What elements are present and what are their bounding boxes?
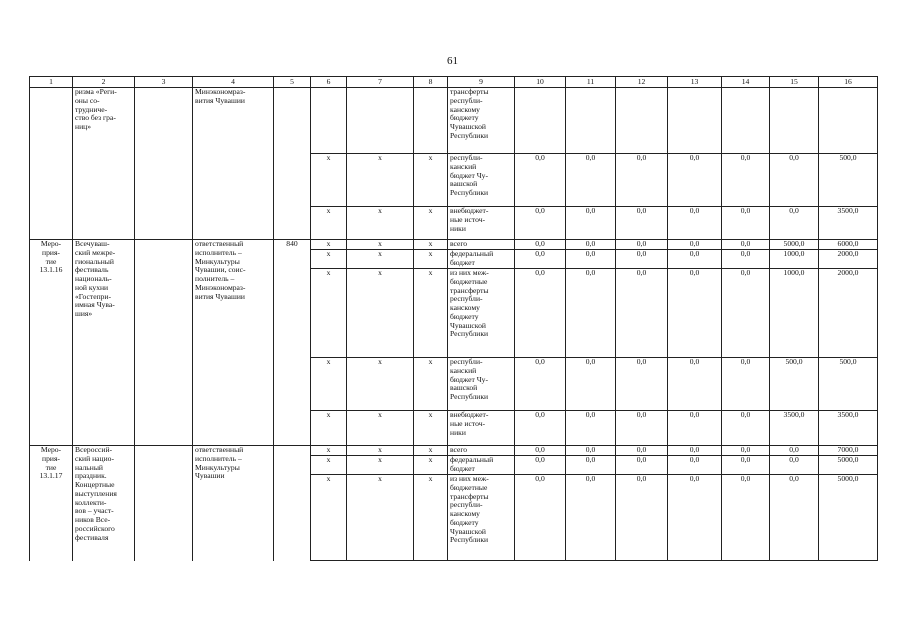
amount-cell: [616, 88, 668, 154]
funding-source-cell: республи- канский бюджет Чу- вашской Республики: [448, 358, 515, 411]
amount-cell: 0,0: [566, 456, 616, 475]
amount-cell: 0,0: [722, 475, 770, 561]
amount-cell: 0,0: [515, 240, 566, 250]
amount-cell: [722, 88, 770, 154]
amount-cell: 0,0: [668, 154, 722, 207]
amount-cell: 0,0: [616, 475, 668, 561]
event-name-cell: ризма «Реги- оны со- трудниче- ство без гра- ниц»: [73, 88, 135, 240]
amount-cell: 0,0: [515, 250, 566, 269]
amount-cell: 0,0: [668, 207, 722, 240]
amount-cell: 0,0: [616, 446, 668, 456]
amount-cell: 0,0: [566, 358, 616, 411]
funding-source-cell: федеральный бюджет: [448, 456, 515, 475]
amount-cell: 0,0: [616, 240, 668, 250]
amount-cell: 0,0: [515, 358, 566, 411]
code-x-cell: х: [347, 456, 414, 475]
amount-cell: 0,0: [566, 411, 616, 446]
amount-cell: 7000,0: [819, 446, 878, 456]
funding-source-cell: федеральный бюджет: [448, 250, 515, 269]
code-x-cell: х: [414, 154, 448, 207]
code-x-cell: х: [347, 240, 414, 250]
column-header: 16: [819, 77, 878, 88]
amount-cell: 0,0: [668, 475, 722, 561]
event-number-cell: Меро- прия- тие 13.1.16: [30, 240, 73, 446]
column-header: 6: [311, 77, 347, 88]
amount-cell: 0,0: [770, 456, 819, 475]
code-x-cell: х: [347, 411, 414, 446]
amount-cell: 5000,0: [770, 240, 819, 250]
code-x-cell: х: [347, 269, 414, 358]
code-x-cell: х: [311, 250, 347, 269]
amount-cell: 500,0: [819, 154, 878, 207]
amount-cell: 0,0: [668, 250, 722, 269]
amount-cell: 0,0: [616, 269, 668, 358]
amount-cell: 5000,0: [819, 475, 878, 561]
funding-source-cell: трансферты республи- канскому бюджету Чувашской Республики: [448, 88, 515, 154]
column-header: 1: [30, 77, 73, 88]
event-name-cell: Всечуваш- ский межре- гиональный фестиваль националь- ной кухни «Гостепри- имная Чува- шия»: [73, 240, 135, 446]
amount-cell: 0,0: [566, 207, 616, 240]
amount-cell: 3500,0: [819, 207, 878, 240]
amount-cell: 0,0: [722, 250, 770, 269]
code-cell: [274, 88, 311, 240]
code-x-cell: х: [311, 456, 347, 475]
column3-cell: [135, 240, 193, 446]
code-x-cell: [311, 88, 347, 154]
amount-cell: 0,0: [722, 269, 770, 358]
amount-cell: 0,0: [668, 456, 722, 475]
column-header: 8: [414, 77, 448, 88]
event-number-cell: [30, 88, 73, 240]
table-row: [30, 240, 878, 250]
amount-cell: [770, 88, 819, 154]
column-header: 10: [515, 77, 566, 88]
column-header: 13: [668, 77, 722, 88]
amount-cell: 1000,0: [770, 250, 819, 269]
amount-cell: 0,0: [515, 411, 566, 446]
column-header: 12: [616, 77, 668, 88]
funding-source-cell: всего: [448, 240, 515, 250]
amount-cell: 0,0: [722, 358, 770, 411]
executor-cell: ответственный исполнитель – Минкультуры Чувашии: [193, 446, 274, 561]
amount-cell: 500,0: [819, 358, 878, 411]
amount-cell: [819, 88, 878, 154]
amount-cell: 0,0: [668, 411, 722, 446]
event-name-cell: Всероссий- ский нацио- нальный праздник. Концертные выступления коллекти- вов – участ- ников Все- российского фестиваля: [73, 446, 135, 561]
amount-cell: 0,0: [515, 475, 566, 561]
column-header: 11: [566, 77, 616, 88]
table-row: [30, 446, 878, 456]
code-x-cell: х: [414, 446, 448, 456]
code-x-cell: х: [414, 269, 448, 358]
column-header: 4: [193, 77, 274, 88]
header-row: [30, 77, 878, 88]
column-header: 14: [722, 77, 770, 88]
column-header: 9: [448, 77, 515, 88]
amount-cell: 0,0: [515, 207, 566, 240]
amount-cell: 5000,0: [819, 456, 878, 475]
amount-cell: [668, 88, 722, 154]
amount-cell: 0,0: [566, 154, 616, 207]
executor-cell: Минэкономраз- вития Чувашии: [193, 88, 274, 240]
amount-cell: 6000,0: [819, 240, 878, 250]
amount-cell: 0,0: [668, 446, 722, 456]
code-x-cell: х: [311, 411, 347, 446]
code-x-cell: х: [414, 475, 448, 561]
code-x-cell: х: [414, 250, 448, 269]
code-x-cell: х: [311, 154, 347, 207]
executor-cell: ответственный исполнитель – Минкультуры Чувашии, соис- полнитель – Минэкономраз- вития Чувашии: [193, 240, 274, 446]
amount-cell: 0,0: [668, 269, 722, 358]
column3-cell: [135, 88, 193, 240]
amount-cell: 2000,0: [819, 269, 878, 358]
amount-cell: 0,0: [770, 154, 819, 207]
column-header: 2: [73, 77, 135, 88]
code-x-cell: х: [347, 475, 414, 561]
amount-cell: 0,0: [722, 154, 770, 207]
amount-cell: 0,0: [515, 269, 566, 358]
funding-source-cell: республи- канский бюджет Чу- вашской Республики: [448, 154, 515, 207]
table-row: [30, 88, 878, 154]
code-x-cell: х: [311, 240, 347, 250]
amount-cell: 0,0: [616, 358, 668, 411]
funding-source-cell: из них меж- бюджетные трансферты республи- канскому бюджету Чувашской Республики: [448, 475, 515, 561]
amount-cell: 0,0: [616, 154, 668, 207]
amount-cell: 0,0: [770, 207, 819, 240]
amount-cell: 1000,0: [770, 269, 819, 358]
code-x-cell: х: [414, 207, 448, 240]
code-x-cell: х: [311, 358, 347, 411]
code-cell: 840: [274, 240, 311, 446]
code-x-cell: х: [311, 269, 347, 358]
code-x-cell: х: [347, 207, 414, 240]
amount-cell: 500,0: [770, 358, 819, 411]
column-header: 15: [770, 77, 819, 88]
amount-cell: 0,0: [566, 475, 616, 561]
code-x-cell: х: [414, 240, 448, 250]
amount-cell: 0,0: [515, 154, 566, 207]
code-cell: [274, 446, 311, 561]
code-x-cell: х: [347, 446, 414, 456]
amount-cell: 0,0: [770, 475, 819, 561]
amount-cell: 0,0: [770, 446, 819, 456]
amount-cell: 0,0: [722, 411, 770, 446]
column-header: 3: [135, 77, 193, 88]
amount-cell: 2000,0: [819, 250, 878, 269]
amount-cell: 0,0: [566, 269, 616, 358]
code-x-cell: х: [414, 358, 448, 411]
amount-cell: 0,0: [668, 358, 722, 411]
amount-cell: 0,0: [722, 446, 770, 456]
funding-source-cell: внебюджет- ные источ- ники: [448, 207, 515, 240]
funding-source-cell: внебюджет- ные источ- ники: [448, 411, 515, 446]
column-header: 5: [274, 77, 311, 88]
amount-cell: 3500,0: [770, 411, 819, 446]
funding-source-cell: всего: [448, 446, 515, 456]
amount-cell: 0,0: [566, 446, 616, 456]
code-x-cell: х: [414, 456, 448, 475]
funding-source-cell: из них меж- бюджетные трансферты республи- канскому бюджету Чувашской Республики: [448, 269, 515, 358]
code-x-cell: [414, 88, 448, 154]
column3-cell: [135, 446, 193, 561]
amount-cell: 0,0: [566, 240, 616, 250]
amount-cell: 0,0: [722, 207, 770, 240]
code-x-cell: х: [311, 207, 347, 240]
code-x-cell: х: [347, 250, 414, 269]
amount-cell: 3500,0: [819, 411, 878, 446]
code-x-cell: х: [311, 475, 347, 561]
amount-cell: 0,0: [515, 456, 566, 475]
amount-cell: 0,0: [616, 411, 668, 446]
amount-cell: 0,0: [722, 240, 770, 250]
amount-cell: 0,0: [515, 446, 566, 456]
code-x-cell: х: [414, 411, 448, 446]
amount-cell: 0,0: [668, 240, 722, 250]
column-header: 7: [347, 77, 414, 88]
amount-cell: 0,0: [616, 250, 668, 269]
amount-cell: [566, 88, 616, 154]
amount-cell: 0,0: [722, 456, 770, 475]
code-x-cell: х: [347, 358, 414, 411]
event-number-cell: Меро- прия- тие 13.1.17: [30, 446, 73, 561]
amount-cell: 0,0: [616, 456, 668, 475]
amount-cell: [515, 88, 566, 154]
amount-cell: 0,0: [616, 207, 668, 240]
page-number: 61: [447, 55, 458, 67]
code-x-cell: х: [347, 154, 414, 207]
amount-cell: 0,0: [566, 250, 616, 269]
code-x-cell: [347, 88, 414, 154]
budget-table: [29, 76, 878, 561]
code-x-cell: х: [311, 446, 347, 456]
